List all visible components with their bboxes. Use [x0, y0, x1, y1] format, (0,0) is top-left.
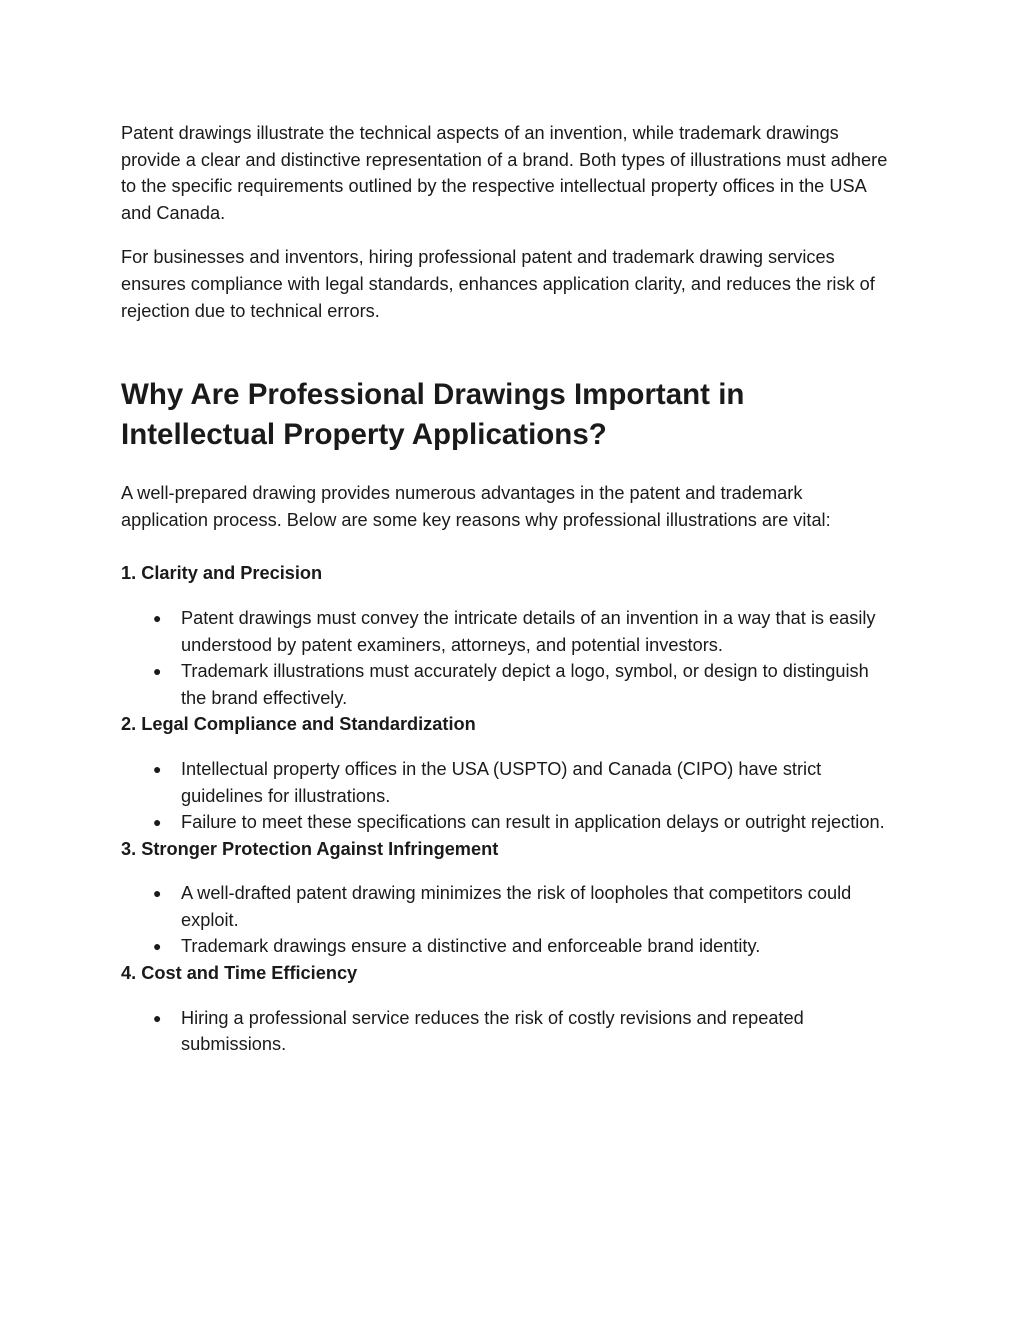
subsection-heading: 3. Stronger Protection Against Infringement [121, 838, 499, 859]
list-item-text: A well-drafted patent drawing minimizes the risk of loopholes that competitors could exploit. [181, 883, 852, 930]
bullet-icon: ● [153, 1009, 162, 1026]
list-item-text: Failure to meet these specifications can result in application delays or outright rejection. [181, 812, 885, 833]
bullet-list [121, 880, 894, 960]
list-item [121, 880, 894, 933]
list-item [121, 1005, 894, 1058]
bullet-list [121, 1005, 894, 1058]
list-item-text: Trademark drawings ensure a distinctive and enforceable brand identity. [181, 936, 761, 957]
list-item-text: Hiring a professional service reduces the risk of costly revisions and repeated submissions. [181, 1007, 804, 1055]
bullet-icon: ● [153, 663, 162, 680]
bullet-icon: ● [153, 814, 162, 831]
list-item [121, 658, 894, 711]
list-item [121, 756, 894, 809]
list-item [121, 933, 894, 960]
bullet-icon: ● [153, 609, 162, 626]
bullet-icon: ● [153, 938, 162, 955]
list-item [121, 809, 894, 836]
subsection-heading: 2. Legal Compliance and Standardization [121, 714, 476, 735]
list-item-text: Trademark illustrations must accurately depict a logo, symbol, or design to distinguish the brand effectively. [181, 661, 869, 708]
bullet-list [121, 605, 894, 711]
list-item [121, 605, 894, 658]
subsection-heading: 4. Cost and Time Efficiency [121, 963, 358, 984]
intro-paragraph: For businesses and inventors, hiring professional patent and trademark drawing services ensures compliance with legal standards, enhances application clarity, and reduces the risk of rejection due to technical errors. [121, 247, 875, 321]
list-item-text: Patent drawings must convey the intricate details of an invention in a way that is easily understood by patent examiners, attorneys, and potential investors. [181, 607, 876, 655]
bullet-icon: ● [153, 760, 162, 777]
bullet-list [121, 756, 894, 836]
subsection-heading: 1. Clarity and Precision [121, 563, 323, 584]
section-heading: Why Are Professional Drawings Important in Intellectual Property Applications? [121, 378, 745, 452]
section-intro-paragraph: A well-prepared drawing provides numerous advantages in the patent and trademark application process. Below are some key reasons why professional illustrations are vital: [121, 483, 831, 530]
bullet-icon: ● [153, 885, 162, 902]
list-item-text: Intellectual property offices in the USA (USPTO) and Canada (CIPO) have strict guidelines for illustrations. [181, 758, 822, 806]
intro-paragraph: Patent drawings illustrate the technical aspects of an invention, while trademark drawings provide a clear and distinctive representation of a brand. Both types of illustrations must adhere to the specific requirements outlined by the respective intellectual property offices in the USA and Canada. [121, 123, 888, 223]
